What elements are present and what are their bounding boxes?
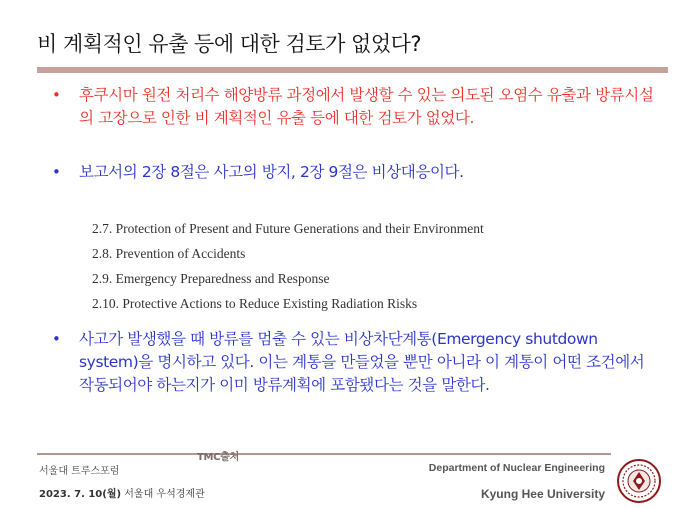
- bullet-dot: •: [52, 163, 61, 181]
- bullet-text-3: 사고가 발생했을 때 방류를 멈출 수 있는 비상차단계통(Emergency shutdown system)을 명시하고 있다. 이는 계통을 만들었을 뿐만 아니라 이 계통이 어떤 조건에서 작동되어야 하는지가 이미 방류계획에 포함됐다는 것을 말한다.: [79, 330, 645, 394]
- report-section-item: 2.9. Emergency Preparedness and Response: [92, 271, 330, 286]
- bullet-item-1: [37, 84, 657, 132]
- report-section-item: 2.7. Protection of Present and Future Generations and their Environment: [92, 221, 484, 236]
- report-section-item: 2.10. Protective Actions to Reduce Existing Radiation Risks: [92, 296, 418, 311]
- bullet-text-2: 보고서의 2장 8절은 사고의 방지, 2장 9절은 비상대응이다.: [79, 163, 464, 181]
- footer-ghost-text: TMC출처: [197, 452, 239, 463]
- footer-date-venue: [39, 485, 205, 500]
- footer-divider: [37, 453, 611, 455]
- slide-title: 비 계획적인 유출 등에 대한 검토가 없었다?: [37, 32, 422, 56]
- footer-event: 서울대 트루스포럼: [39, 466, 120, 477]
- bullet-item-2: [37, 161, 657, 185]
- footer-venue: 서울대 우석경제관: [124, 489, 205, 500]
- report-section-item: 2.8. Prevention of Accidents: [92, 246, 246, 261]
- bullet-item-3: [37, 328, 657, 424]
- footer-department: Department of Nuclear Engineering: [428, 462, 605, 474]
- bullet-dot: •: [52, 330, 61, 348]
- footer-university: Kyung Hee University: [480, 487, 605, 501]
- bullet-dot: •: [52, 86, 61, 104]
- university-seal-icon: [616, 458, 662, 504]
- title-divider: [37, 67, 668, 73]
- footer-date: 2023. 7. 10(월): [39, 489, 122, 500]
- report-section-list: [92, 216, 552, 316]
- bullet-text-1: 후쿠시마 원전 처리수 해양방류 과정에서 발생할 수 있는 의도된 오염수 유출과 방류시설의 고장으로 인한 비 계획적인 유출 등에 대한 검토가 없었다.: [79, 86, 654, 127]
